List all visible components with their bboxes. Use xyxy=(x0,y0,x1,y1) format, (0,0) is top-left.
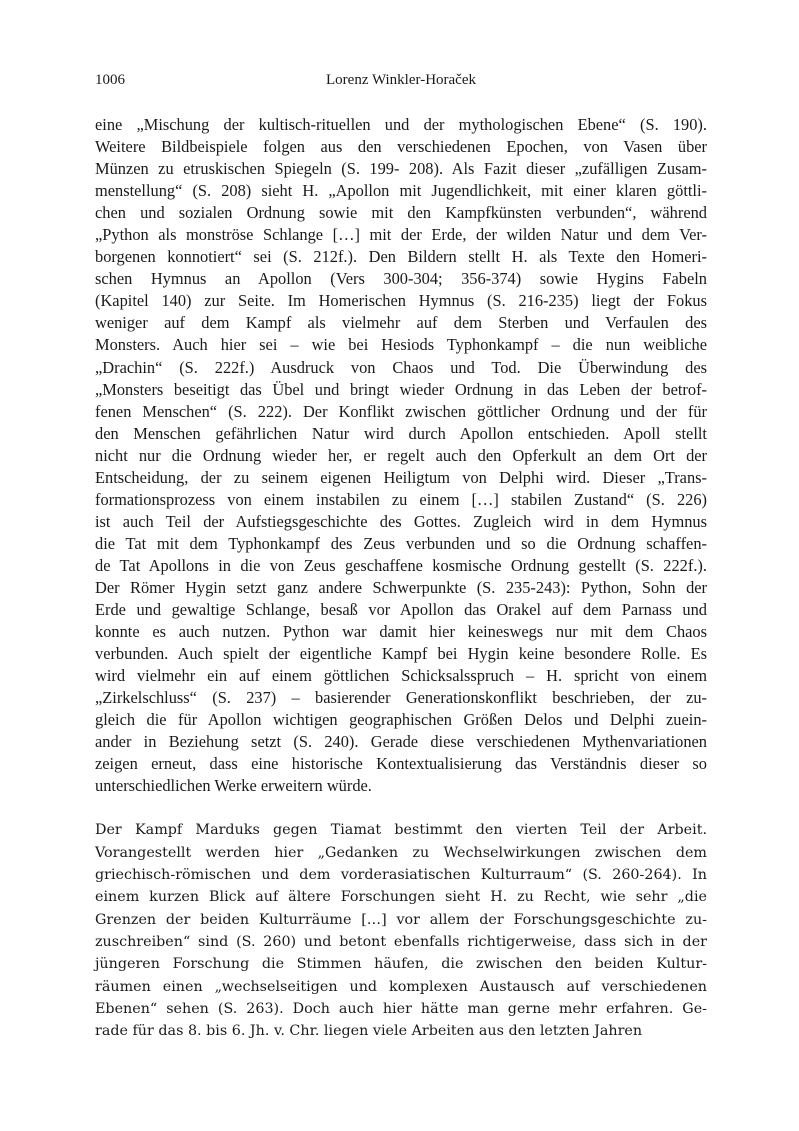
page-number: 1006 xyxy=(95,72,125,88)
text-line: griechisch-römischen und dem vorderasiatischen Kulturraum“ (S. 260-264). In xyxy=(95,867,707,884)
text-line: „Python als monströse Schlange […] mit der Erde, der wilden Natur und dem Ver- xyxy=(95,225,707,245)
text-line: borgenen konnotiert“ sei (S. 212f.). Den Bildern stellt H. als Texte den Homeri- xyxy=(95,247,707,267)
text-line: Erde und gewaltige Schlange, besaß vor Apollon das Orakel auf dem Parnass und xyxy=(95,600,707,620)
text-line: zuschreiben“ sind (S. 260) und betont ebenfalls richtigerweise, dass sich in der xyxy=(95,933,707,950)
text-line: Münzen zu etruskischen Spiegeln (S. 199- 208). Als Fazit dieser „zufälligen Zusam- xyxy=(95,159,707,179)
text-line: (Kapitel 140) zur Seite. Im Homerischen Hymnus (S. 216-235) liegt der Fokus xyxy=(95,291,707,311)
text-line: Monsters. Auch hier sei – wie bei Hesiods Typhonkampf – die nun weibliche xyxy=(95,335,707,355)
text-line: chen und sozialen Ordnung sowie mit den Kampfkünsten verbunden“, während xyxy=(95,203,707,223)
running-head: Lorenz Winkler-Horaček xyxy=(326,72,476,88)
text-line: „Zirkelschluss“ (S. 237) – basierender Generationskonflikt beschrieben, der zu- xyxy=(95,688,707,708)
text-line: Weitere Bildbeispiele folgen aus den verschiedenen Epochen, von Vasen über xyxy=(95,137,707,157)
text-line: weniger auf dem Kampf als vielmehr auf dem Sterben und Verfaulen des xyxy=(95,313,707,333)
text-line: wird vielmehr ein auf einem göttlichen Schicksalsspruch – H. spricht von einem xyxy=(95,666,707,686)
text-line: Entscheidung, der zu seinem eigenen Heiligtum von Delphi wird. Dieser „Trans- xyxy=(95,467,707,487)
text-line: menstellung“ (S. 208) sieht H. „Apollon mit Jugendlichkeit, mit einer klaren göttli- xyxy=(95,181,707,201)
text-line: fenen Menschen“ (S. 222). Der Konflikt zwischen göttlicher Ordnung und der für xyxy=(95,401,707,421)
text-line: „Monsters beseitigt das Übel und bringt wieder Ordnung in das Leben der betrof- xyxy=(95,379,707,399)
text-line: de Tat Apollons in die von Zeus geschaffene kosmische Ordnung gestellt (S. 222f.). xyxy=(95,555,707,575)
text-line: Vorangestellt werden hier „Gedanken zu Wechselwirkungen zwischen dem xyxy=(95,844,707,861)
text-line: Der Römer Hygin setzt ganz andere Schwerpunkte (S. 235-243): Python, Sohn der xyxy=(95,577,707,597)
text-line: Grenzen der beiden Kulturräume […] vor allem der Forschungsgeschichte zu- xyxy=(95,911,707,928)
text-line: unterschiedlichen Werke erweitern würde. xyxy=(95,776,372,796)
page-header xyxy=(95,72,707,94)
text-line: Ebenen“ sehen (S. 263). Doch auch hier hätte man gerne mehr erfahren. Ge- xyxy=(95,1000,707,1017)
text-line: schen Hymnus an Apollon (Vers 300-304; 356-374) sowie Hygins Fabeln xyxy=(95,269,707,289)
text-line: konnte es auch nutzen. Python war damit hier keineswegs nur mit dem Chaos xyxy=(95,622,707,642)
text-line: „Drachin“ (S. 222f.) Ausdruck von Chaos und Tod. Die Überwindung des xyxy=(95,357,707,377)
text-line: ander in Beziehung setzt (S. 240). Gerade diese verschiedenen Mythenvariationen xyxy=(95,732,707,752)
body-text xyxy=(95,114,707,1042)
text-line: einem kurzen Blick auf ältere Forschungen sieht H. zu Recht, wie sehr „die xyxy=(95,889,707,906)
text-line: gleich die für Apollon wichtigen geographischen Größen Delos und Delphi zuein- xyxy=(95,710,707,730)
paragraph-2 xyxy=(95,819,707,1042)
text-line: zeigen erneut, dass eine historische Kontextualisierung das Verständnis dieser so xyxy=(95,754,707,774)
text-line: Der Kampf Marduks gegen Tiamat bestimmt den vierten Teil der Arbeit. xyxy=(95,822,707,839)
text-line: ist auch Teil der Aufstiegsgeschichte des Gottes. Zugleich wird in dem Hymnus xyxy=(95,511,707,531)
text-line: eine „Mischung der kultisch-rituellen und der mythologischen Ebene“ (S. 190). xyxy=(95,115,707,134)
text-line: formationsprozess von einem instabilen zu einem […] stabilen Zustand“ (S. 226) xyxy=(95,489,707,509)
text-line: verbunden. Auch spielt der eigentliche Kampf bei Hygin keine besondere Rolle. Es xyxy=(95,644,707,664)
text-line: räumen einen „wechselseitigen und komplexen Austausch auf verschiedenen xyxy=(95,978,707,995)
text-line: jüngeren Forschung die Stimmen häufen, die zwischen den beiden Kultur- xyxy=(95,956,707,973)
text-line: rade für das 8. bis 6. Jh. v. Chr. liegen viele Arbeiten aus den letzten Jahren xyxy=(95,1023,643,1040)
text-line: nicht nur die Ordnung wieder her, er regelt auch den Opferkult an dem Ort der xyxy=(95,445,707,465)
text-line: den Menschen gefährlichen Natur wird durch Apollon entschieden. Apoll stellt xyxy=(95,423,707,443)
text-line: die Tat mit dem Typhonkampf des Zeus verbunden und so die Ordnung schaffen- xyxy=(95,533,707,553)
paragraph-1 xyxy=(95,114,707,797)
